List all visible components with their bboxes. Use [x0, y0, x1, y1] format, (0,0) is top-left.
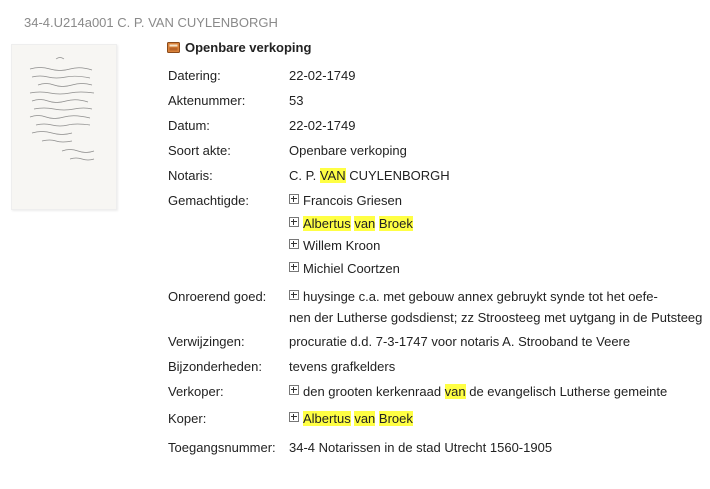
field-value: 22-02-1749	[289, 68, 356, 83]
field-label: Bijzonderheden:	[168, 359, 262, 374]
field-label: Onroerend goed:	[168, 289, 267, 304]
expand-icon[interactable]	[289, 217, 299, 227]
field-value: Openbare verkoping	[289, 143, 407, 158]
field-value: 34-4 Notarissen in de stad Utrecht 1560-1905	[289, 440, 553, 455]
search-highlight: VAN	[319, 168, 346, 183]
expand-icon[interactable]	[289, 239, 299, 249]
expandable-item[interactable]	[289, 410, 413, 428]
person-name[interactable]: Willem Kroon	[303, 238, 381, 253]
expand-icon[interactable]	[289, 385, 299, 395]
seller-text[interactable]: den grooten kerkenraad	[303, 384, 445, 399]
field-label: Datering:	[168, 68, 221, 83]
expandable-item[interactable]	[289, 288, 658, 306]
search-highlight[interactable]: van	[444, 384, 466, 399]
search-highlight[interactable]: van	[354, 411, 376, 426]
field-value	[289, 167, 450, 185]
search-highlight[interactable]: Albertus	[303, 411, 351, 426]
scan-thumbnail[interactable]	[11, 44, 117, 210]
field-label: Koper:	[168, 411, 207, 426]
expand-icon[interactable]	[289, 290, 299, 300]
record-title: Openbare verkoping	[185, 40, 312, 55]
field-label: Notaris:	[168, 168, 213, 183]
handwritten-document-image	[12, 45, 116, 209]
document-icon	[167, 41, 180, 54]
field-value: tevens grafkelders	[289, 359, 396, 374]
field-value: procuratie d.d. 7-3-1747 voor notaris A. Strooband te Veere	[289, 334, 631, 349]
expandable-item[interactable]	[289, 260, 400, 278]
field-label: Verwijzingen:	[168, 334, 245, 349]
expandable-item[interactable]	[289, 237, 380, 255]
search-highlight[interactable]: Broek	[378, 411, 413, 426]
expandable-item[interactable]	[289, 192, 402, 210]
search-highlight[interactable]: Albertus	[303, 216, 351, 231]
property-line[interactable]: huysinge c.a. met gebouw annex gebruykt synde tot het oefe-	[303, 289, 658, 304]
search-highlight[interactable]: Broek	[378, 216, 413, 231]
field-label: Gemachtigde:	[168, 193, 249, 208]
expand-icon[interactable]	[289, 194, 299, 204]
search-highlight[interactable]: van	[354, 216, 376, 231]
property-line: nen der Lutherse godsdienst; zz Stroosteeg met uytgang in de Putsteeg	[289, 310, 703, 325]
field-label: Soort akte:	[168, 143, 231, 158]
expand-icon[interactable]	[289, 262, 299, 272]
field-label: Toegangsnummer:	[168, 440, 276, 455]
seller-text[interactable]: de evangelisch Lutherse gemeinte	[465, 384, 668, 399]
record-title-row	[167, 40, 311, 55]
field-value: 22-02-1749	[289, 118, 356, 133]
notaris-text: CUYLENBORGH	[345, 168, 450, 183]
expand-icon[interactable]	[289, 412, 299, 422]
field-label: Verkoper:	[168, 384, 224, 399]
field-label: Aktenummer:	[168, 93, 246, 108]
person-name[interactable]: Francois Griesen	[303, 193, 402, 208]
person-name[interactable]: Michiel Coortzen	[303, 261, 400, 276]
expandable-item[interactable]	[289, 383, 667, 401]
field-value: 53	[289, 93, 304, 108]
field-label: Datum:	[168, 118, 210, 133]
record-header: 34-4.U214a001 C. P. VAN CUYLENBORGH	[24, 15, 278, 30]
notaris-text: C. P.	[289, 168, 320, 183]
expandable-item[interactable]	[289, 215, 413, 233]
